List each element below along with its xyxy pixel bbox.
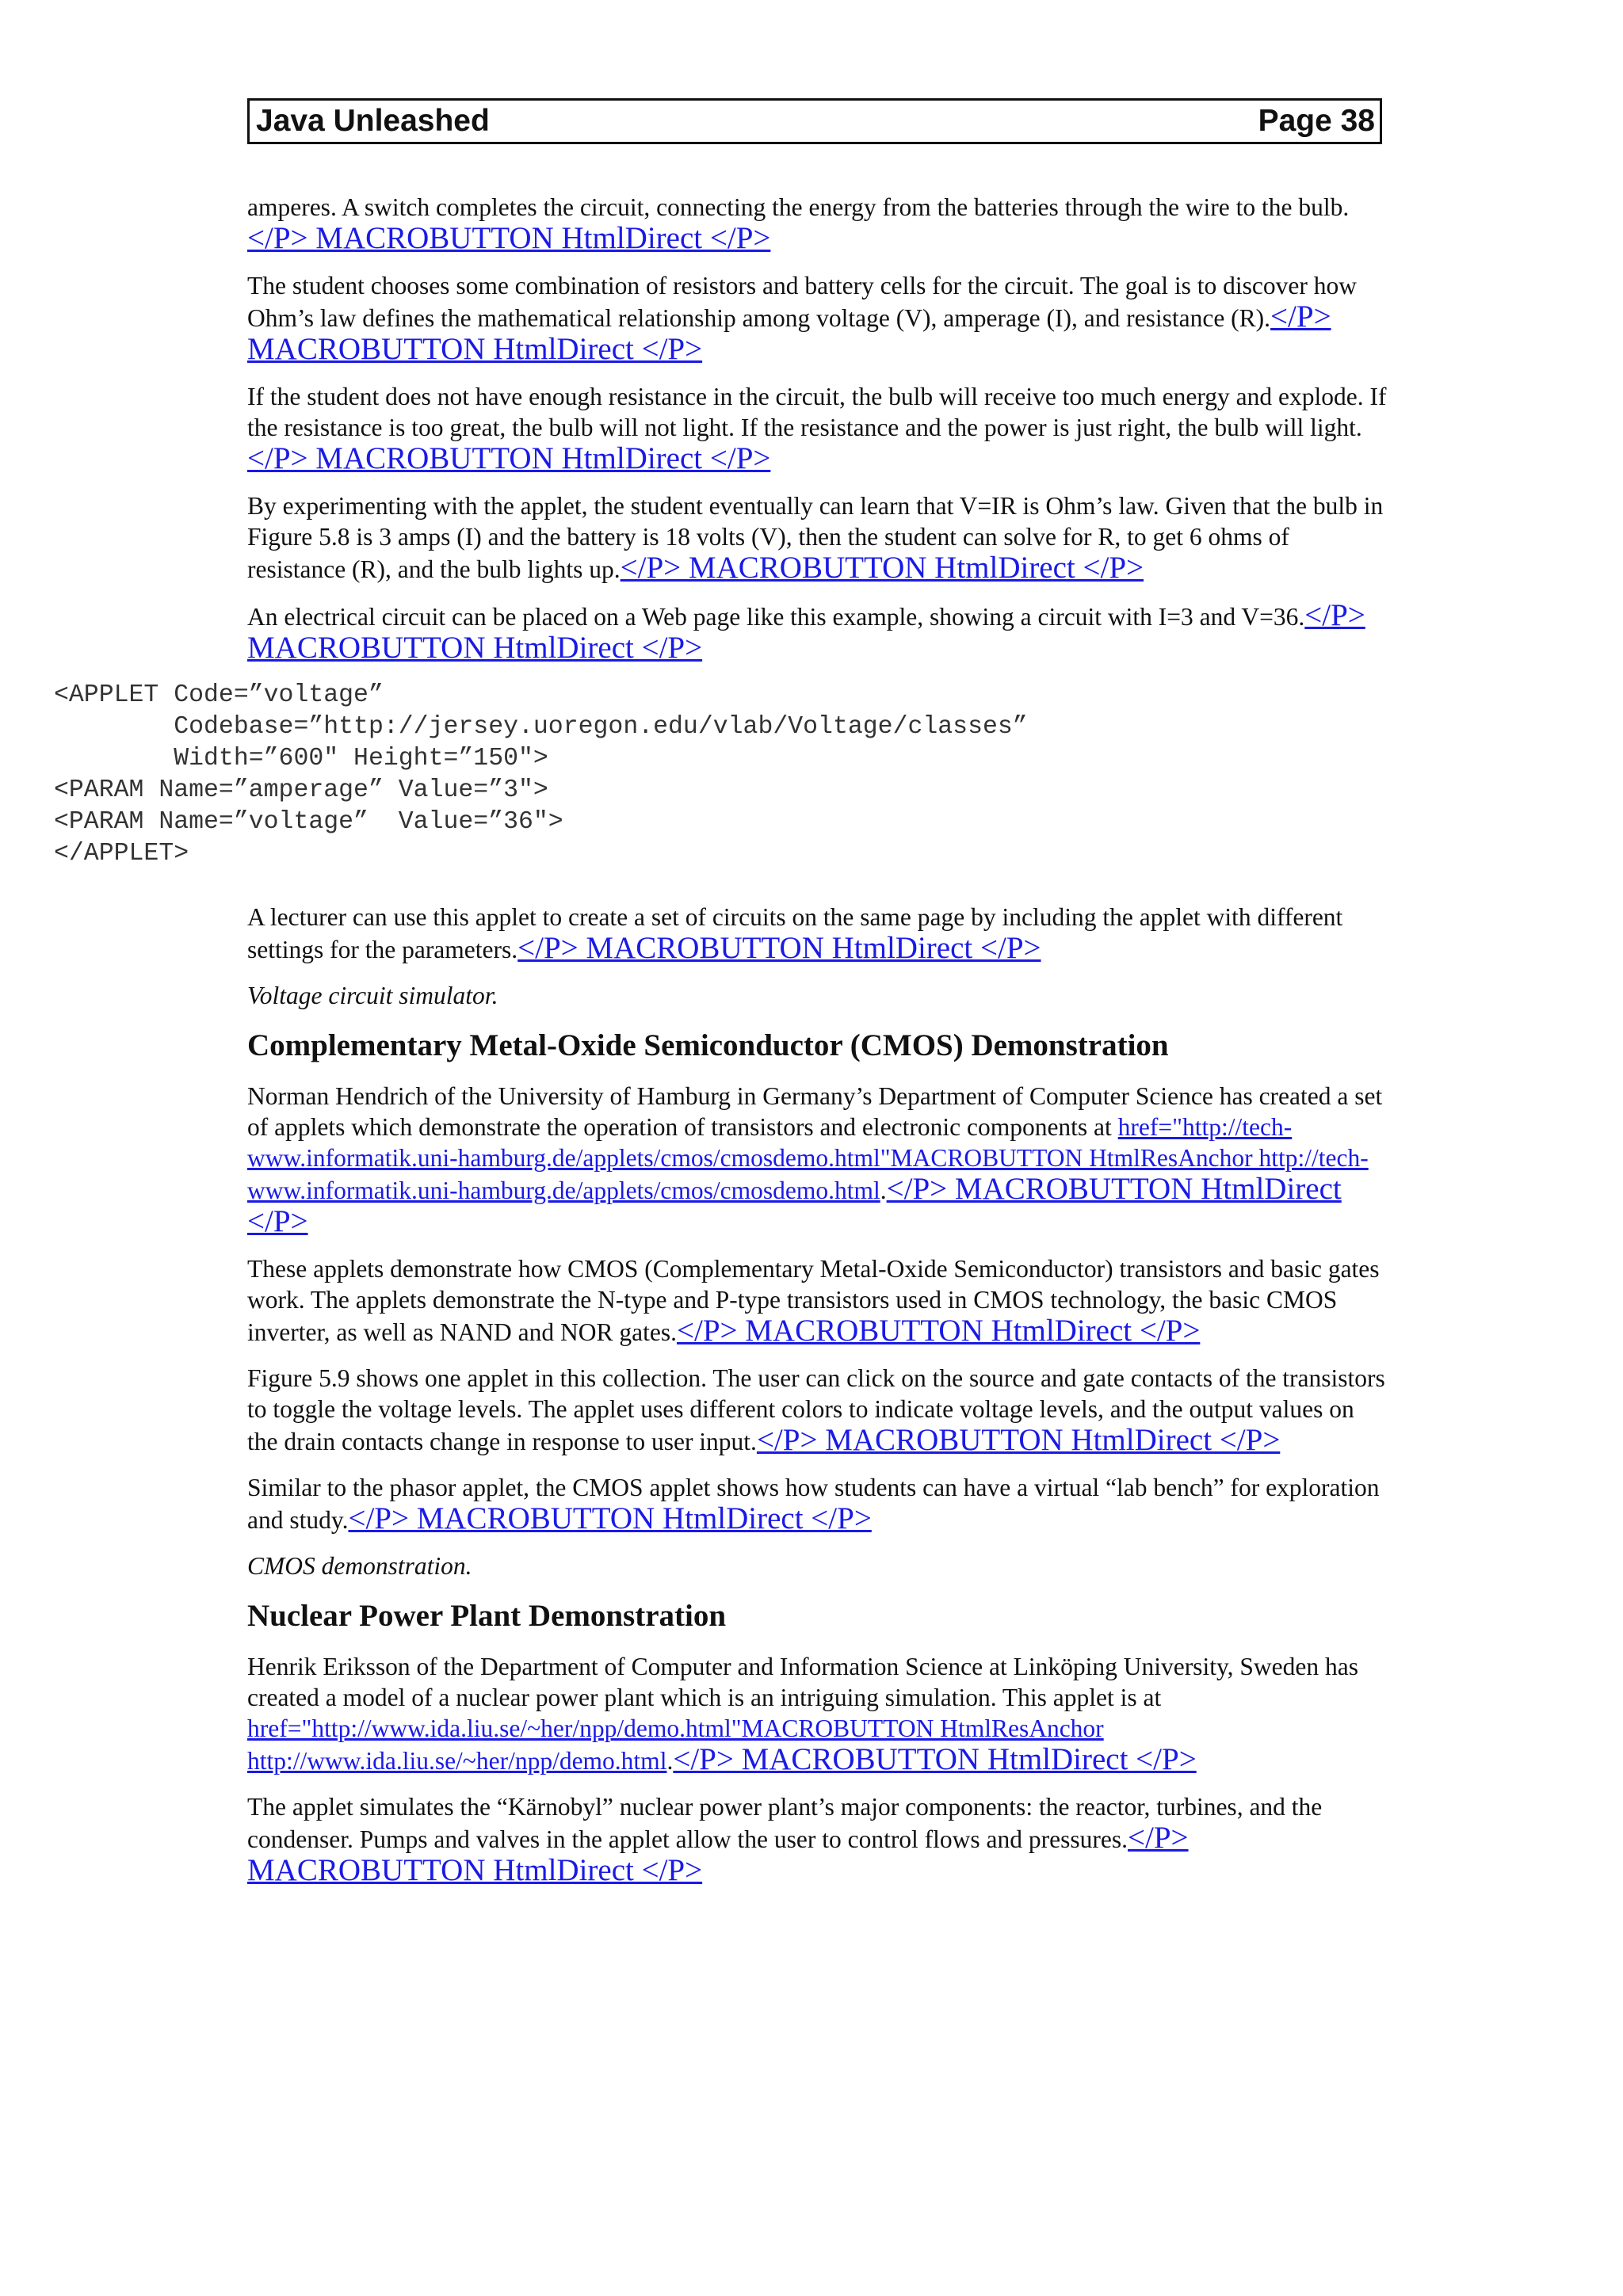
paragraph: If the student does not have enough resistance in the circuit, the bulb will receive too much energy and explode. If the resistance is too great, the bulb will not light. If the resistance and the power is just right, the bulb will light.</P> MACROBUTTON HtmlDirect </P>	[247, 383, 1387, 475]
macrobutton-link[interactable]: </P> MACROBUTTON HtmlDirect </P>	[517, 931, 1041, 965]
macrobutton-link[interactable]: </P> MACROBUTTON HtmlDirect </P>	[673, 1742, 1197, 1776]
macrobutton-link[interactable]: </P> MACROBUTTON HtmlDirect </P>	[247, 299, 1331, 366]
macrobutton-link[interactable]: </P> MACROBUTTON HtmlDirect </P>	[756, 1423, 1281, 1457]
paragraph: These applets demonstrate how CMOS (Complementary Metal-Oxide Semiconductor) transistors and basic gates work. The applets demonstrate the N-type and P-type transistors used in CMOS technology, the basic CMOS inverter, as well as NAND and NOR gates.</P> MACROBUTTON HtmlDirect </P>	[247, 1255, 1380, 1348]
paragraph: amperes. A switch completes the circuit, connecting the energy from the batteries through the wire to the bulb.</P> MACROBUTTON HtmlDirect </P>	[247, 193, 1350, 255]
section-heading: Complementary Metal-Oxide Semiconductor (CMOS) Demonstration	[247, 1028, 1169, 1062]
code-block: <APPLET Code=”voltage” Codebase=”http://jersey.uoregon.edu/vlab/Voltage/classes” Width=”600" Height=”150"> <PARAM Name=”amperage” Value=”3"> <PARAM Name=”voltage” Value=”36"> </APPLET>	[54, 681, 1028, 868]
url-link[interactable]: href="http://tech-www.informatik.uni-hamburg.de/applets/cmos/cmosdemo.html"MACROBUTTON HtmlResAnchor http://tech-www.informatik.uni-hamburg.de/applets/cmos/cmosdemo.html	[247, 1113, 1369, 1204]
paragraph: Figure 5.9 shows one applet in this collection. The user can click on the source and gate contacts of the transistors to toggle the voltage levels. The applet uses different colors to indicate voltage levels, and the output values on the drain contacts change in response to user input.</P> MACROBUTTON HtmlDirect </P>	[247, 1364, 1385, 1457]
paragraph: Norman Hendrich of the University of Hamburg in Germany’s Department of Computer Science has created a set of applets which demonstrate the operation of transistors and electronic components at href="http://tech-www.informatik.uni-hamburg.de/applets/cmos/cmosdemo.html"MACROBUTTON HtmlResAnchor http://tech-www.informatik.uni-hamburg.de/applets/cmos/cmosdemo.html.</P> MACROBUTTON HtmlDirect </P>	[247, 1082, 1383, 1238]
macrobutton-link[interactable]: </P> MACROBUTTON HtmlDirect </P>	[247, 441, 771, 475]
paragraph: By experimenting with the applet, the student eventually can learn that V=IR is Ohm’s law. Given that the bulb in Figure 5.8 is 3 amps (I) and the battery is 18 volts (V), then the student can solve for R, to get 6 ohms of resistance (R), and the bulb lights up.</P> MACROBUTTON HtmlDirect </P>	[247, 492, 1384, 585]
page-content	[54, 192, 1390, 1902]
macrobutton-link[interactable]: </P> MACROBUTTON HtmlDirect </P>	[676, 1314, 1201, 1348]
paragraph: The applet simulates the “Kärnobyl” nuclear power plant’s major components: the reactor, turbines, and the condenser. Pumps and valves in the applet allow the user to control flows and pressures.</P> MACROBUTTON HtmlDirect </P>	[247, 1793, 1323, 1887]
macrobutton-link[interactable]: </P> MACROBUTTON HtmlDirect </P>	[348, 1501, 872, 1535]
macrobutton-link[interactable]: </P> MACROBUTTON HtmlDirect </P>	[247, 1172, 1342, 1238]
macrobutton-link[interactable]: </P> MACROBUTTON HtmlDirect </P>	[620, 551, 1144, 585]
paragraph: The student chooses some combination of resistors and battery cells for the circuit. The goal is to discover how Ohm’s law defines the mathematical relationship among voltage (V), amperage (I), and resistance (R).</P> MACROBUTTON HtmlDirect </P>	[247, 272, 1357, 366]
macrobutton-link[interactable]: </P> MACROBUTTON HtmlDirect </P>	[247, 598, 1365, 665]
section-heading: Nuclear Power Plant Demonstration	[247, 1599, 727, 1633]
paragraph: An electrical circuit can be placed on a Web page like this example, showing a circuit with I=3 and V=36.</P> MACROBUTTON HtmlDirect </P>	[247, 598, 1365, 665]
figure-caption: Voltage circuit simulator.	[247, 982, 498, 1009]
url-link[interactable]: href="http://www.ida.liu.se/~her/npp/demo.html"MACROBUTTON HtmlResAnchor http://www.ida.liu.se/~her/npp/demo.html	[247, 1714, 1104, 1775]
figure-caption: CMOS demonstration.	[247, 1552, 472, 1580]
macrobutton-link[interactable]: </P> MACROBUTTON HtmlDirect </P>	[247, 1821, 1189, 1887]
paragraph: A lecturer can use this applet to create a set of circuits on the same page by including the applet with different settings for the parameters.</P> MACROBUTTON HtmlDirect </P>	[247, 903, 1343, 965]
paragraph: Similar to the phasor applet, the CMOS applet shows how students can have a virtual “lab bench” for exploration and study.</P> MACROBUTTON HtmlDirect </P>	[247, 1474, 1380, 1535]
paragraph: Henrik Eriksson of the Department of Computer and Information Science at Linköping University, Sweden has created a model of a nuclear power plant which is an intriguing simulation. This applet is at href="http://www.ida.liu.se/~her/npp/demo.html"MACROBUTTON HtmlResAnchor http://www.ida.liu.se/~her/npp/demo.html.</P> MACROBUTTON HtmlDirect </P>	[247, 1653, 1358, 1776]
macrobutton-link[interactable]: </P> MACROBUTTON HtmlDirect </P>	[247, 221, 771, 255]
book-title: Java Unleashed	[256, 104, 490, 138]
page-number: Page 38	[1258, 104, 1375, 138]
page-header	[247, 98, 1382, 144]
